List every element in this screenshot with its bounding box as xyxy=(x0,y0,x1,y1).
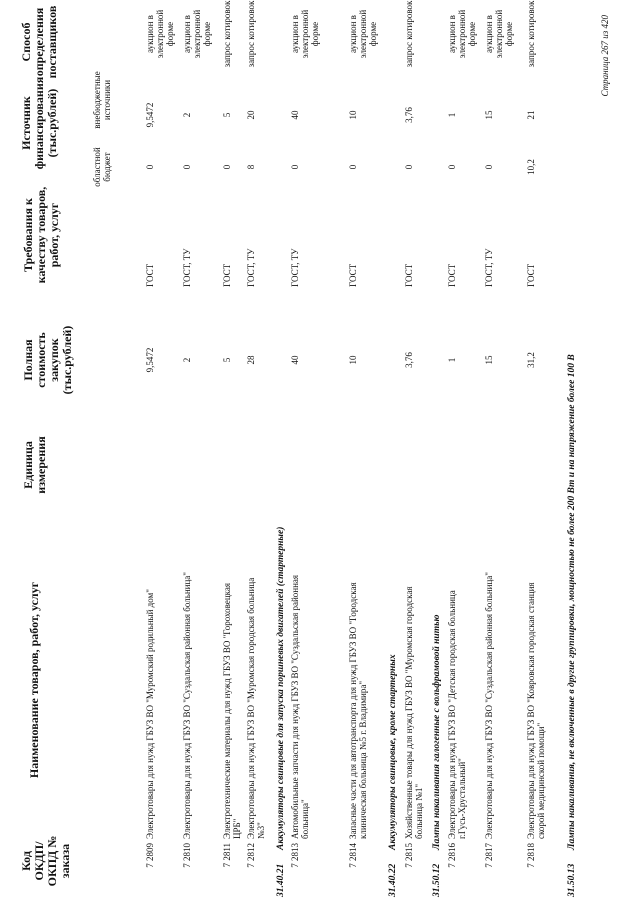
header-cost: Полная стоимость закупок (тыс.рублей) xyxy=(21,325,74,395)
row-name: Автомобильные запчасти для нужд ГБУЗ ВО "Суздальская районная больница" xyxy=(290,574,310,839)
row-code: 7 2818 xyxy=(526,843,536,868)
row-method: запрос котировок xyxy=(222,0,232,68)
group-code: 31.40.21 xyxy=(276,863,286,897)
row-finance-extrabudget: 40 xyxy=(290,110,300,120)
row-code: 7 2815 xyxy=(404,843,414,868)
row-finance-extrabudget: 20 xyxy=(246,110,256,120)
row-finance-extrabudget: 2 xyxy=(182,112,192,118)
row-finance-regional: 0 xyxy=(182,164,192,170)
row-finance-regional: 10,2 xyxy=(526,159,536,175)
row-name: Электротовары для нужд ГБУЗ ВО "Детская городская больница г.Гусь-Хрустальный" xyxy=(447,590,467,839)
row-name: Запасные части для автотранспорта для нужд ГБУЗ ВО "Городская клиническая больница №5 г. Владимира" xyxy=(348,582,368,839)
row-code: 7 2817 xyxy=(484,843,494,868)
row-cost: 10 xyxy=(348,355,358,365)
group-name: Аккумуляторы свинцовые, кроме стартерных xyxy=(388,654,398,850)
row-finance-regional: 0 xyxy=(484,164,494,170)
row-requirements: ГОСТ, ТУ xyxy=(182,248,192,287)
group-code: 31.50.12 xyxy=(432,863,442,897)
header-finance-regional: областной бюджет xyxy=(92,147,112,187)
row-requirements: ГОСТ xyxy=(526,263,536,287)
row-cost: 5 xyxy=(222,357,232,363)
row-method: аукцион в электронной форме xyxy=(348,9,378,59)
row-cost: 9,5472 xyxy=(145,347,155,373)
row-name: Электротовары для нужд ГБУЗ ВО "Муромская городская больница №3" xyxy=(246,577,266,839)
row-code: 7 2810 xyxy=(182,843,192,868)
row-finance-extrabudget: 15 xyxy=(484,110,494,120)
page-number: Страница 267 из 420 xyxy=(600,15,610,97)
row-cost: 40 xyxy=(290,355,300,365)
row-requirements: ГОСТ xyxy=(404,263,414,287)
row-name: Электротовары для нужд ГБУЗ ВО "Ковровская городская станция скорой медицинской помощи" xyxy=(526,582,546,839)
row-cost: 31,2 xyxy=(526,352,536,368)
row-requirements: ГОСТ, ТУ xyxy=(246,248,256,287)
row-requirements: ГОСТ xyxy=(348,263,358,287)
header-code: Код ОКДП/ ОКПД № заказа xyxy=(19,835,72,887)
row-method: аукцион в электронной форме xyxy=(447,9,477,59)
row-finance-regional: 0 xyxy=(447,164,457,170)
row-name: Хозяйственные товары для нужд ГБУЗ ВО "Муромская городская больница №1" xyxy=(404,586,424,839)
row-finance-extrabudget: 5 xyxy=(222,112,232,118)
row-finance-extrabudget: 1 xyxy=(447,112,457,118)
header-requirements: Требования к качеству товаров, работ, услуг xyxy=(21,186,61,284)
row-finance-extrabudget: 10 xyxy=(348,110,358,120)
header-finance-extrabudget: внебюджетные источники xyxy=(92,71,112,129)
row-name: Электротовары для нужд ГБУЗ ВО "Муромский родильный дом" xyxy=(145,589,155,839)
row-finance-regional: 0 xyxy=(290,164,300,170)
row-cost: 2 xyxy=(182,357,192,363)
row-cost: 3,76 xyxy=(404,352,414,368)
row-requirements: ГОСТ, ТУ xyxy=(290,248,300,287)
row-requirements: ГОСТ xyxy=(222,263,232,287)
row-method: аукцион в электронной форме xyxy=(290,9,320,59)
row-cost: 1 xyxy=(447,357,457,363)
group-name: Лампы накаливания галогенные с вольфрамовой нитью xyxy=(432,614,442,850)
row-method: аукцион в электронной форме xyxy=(145,9,175,59)
row-finance-regional: 0 xyxy=(348,164,358,170)
row-code: 7 2813 xyxy=(290,843,300,868)
header-finance: Источник финансирования (тыс.рублей) xyxy=(19,76,59,170)
row-method: запрос котировок xyxy=(404,0,414,68)
row-method: запрос котировок xyxy=(526,0,536,68)
row-method: аукцион в электронной форме xyxy=(484,9,514,59)
row-method: аукцион в электронной форме xyxy=(182,9,212,59)
row-cost: 28 xyxy=(246,355,256,365)
row-code: 7 2814 xyxy=(348,843,358,868)
group-name: Аккумуляторы свинцовые для запуска поршневых двигателей (стартерные) xyxy=(276,526,286,850)
group-name: Лампы накаливания, не включенные в другие группировки, мощностью не более 200 Вт и на напряжение более 100 В xyxy=(567,354,577,850)
row-name: Электротовары для нужд ГБУЗ ВО "Суздальская районная больница" xyxy=(182,572,192,839)
row-requirements: ГОСТ, ТУ xyxy=(484,248,494,287)
row-requirements: ГОСТ xyxy=(447,263,457,287)
header-name: Наименование товаров, работ, услуг xyxy=(27,581,41,779)
row-name: Электротовары для нужд ГБУЗ ВО "Суздальская районная больница" xyxy=(484,572,494,839)
row-cost: 15 xyxy=(484,355,494,365)
row-code: 7 2812 xyxy=(246,843,256,868)
row-code: 7 2809 xyxy=(145,843,155,868)
row-finance-regional: 0 xyxy=(404,164,414,170)
row-finance-regional: 8 xyxy=(246,164,256,170)
row-code: 7 2816 xyxy=(447,843,457,868)
row-finance-extrabudget: 9,5472 xyxy=(145,102,155,128)
row-code: 7 2811 xyxy=(222,843,232,868)
row-finance-regional: 0 xyxy=(145,164,155,170)
row-name: Электротехнические материалы для нужд ГБУЗ ВО "Гороховецкая ЦРБ" xyxy=(222,582,242,839)
group-code: 31.50.13 xyxy=(567,863,577,897)
group-code: 31.40.22 xyxy=(388,863,398,897)
header-method: Способ определения поставщиков xyxy=(19,5,59,79)
row-finance-extrabudget: 21 xyxy=(526,110,536,120)
row-finance-regional: 0 xyxy=(222,164,232,170)
row-requirements: ГОСТ xyxy=(145,263,155,287)
row-finance-extrabudget: 3,76 xyxy=(404,107,414,123)
header-unit: Единица измерения xyxy=(21,436,48,494)
row-method: запрос котировок xyxy=(246,0,256,68)
